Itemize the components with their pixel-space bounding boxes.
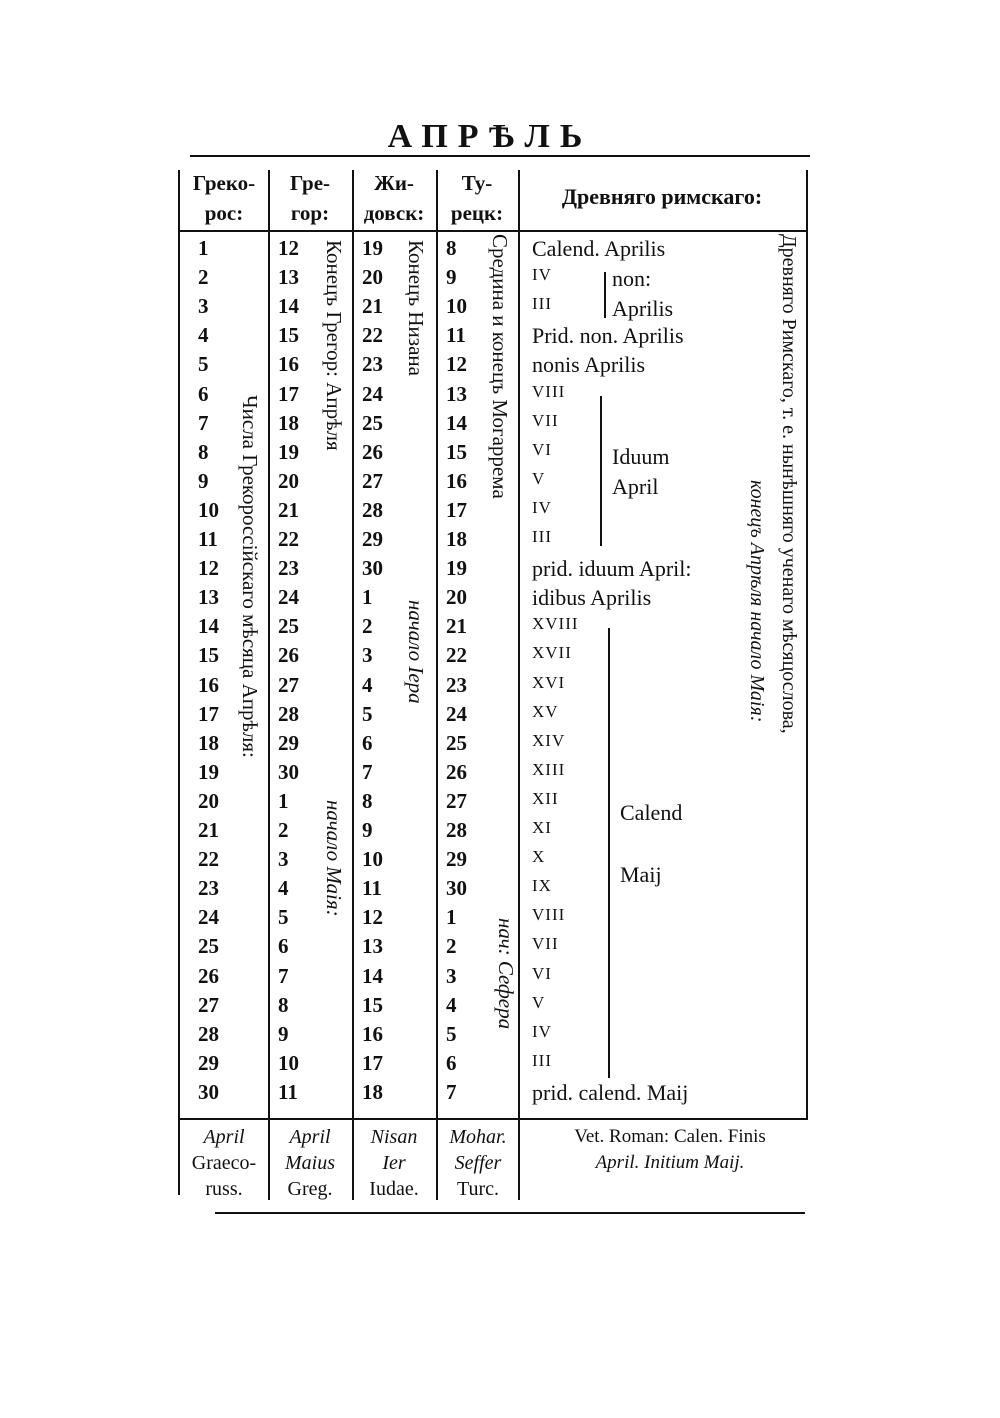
cell-gregor: 30 <box>278 759 299 784</box>
cell-roman: XIV <box>532 730 566 750</box>
cell-jewish: 13 <box>362 934 383 959</box>
cell-greco: 18 <box>198 730 219 755</box>
cell-gregor: 22 <box>278 527 299 551</box>
header-gregor-line1: Гре- <box>289 171 331 195</box>
footer-roman-line1: Vet. Roman: Calen. Finis <box>574 1126 766 1147</box>
cell-roman: V <box>532 468 546 488</box>
cell-greco: 29 <box>198 1050 219 1075</box>
cell-roman: idibus Aprilis <box>532 585 652 611</box>
vertical-roman-main: Древняго Римскаго, т. е. нынѣшняго ученаго мѣсяцослова, <box>778 234 800 734</box>
cell-roman: XII <box>532 788 559 808</box>
cell-gregor: 13 <box>278 265 299 290</box>
footer-turk-line3: Turc. <box>456 1178 500 1200</box>
roman-idus-label-2: April <box>612 474 659 499</box>
cell-greco: 11 <box>198 527 218 551</box>
cell-turk: 19 <box>446 556 467 581</box>
cell-roman: IV <box>532 265 552 285</box>
cell-gregor: 23 <box>278 556 299 581</box>
cell-gregor: 27 <box>278 672 299 697</box>
cell-jewish: 16 <box>362 1021 383 1046</box>
cell-turk: 1 <box>446 905 457 930</box>
cell-turk: 8 <box>446 236 457 260</box>
header-greco <box>182 168 266 228</box>
header-turk-line2: рецк: <box>450 201 504 225</box>
vertical-turk-start: нач: Сефера <box>494 918 518 1030</box>
cell-gregor: 17 <box>278 381 299 406</box>
cell-roman: V <box>532 992 546 1012</box>
top-rule <box>190 155 810 157</box>
cell-greco: 16 <box>198 672 219 697</box>
cell-turk: 26 <box>446 759 467 784</box>
cell-roman: VI <box>532 439 552 459</box>
cell-jewish: 2 <box>362 614 373 639</box>
footer-gregor <box>270 1124 350 1202</box>
cell-turk: 28 <box>446 818 467 842</box>
cell-turk: 24 <box>446 701 467 726</box>
cell-greco: 13 <box>198 585 219 610</box>
cell-jewish: 3 <box>362 643 373 668</box>
vertical-greco: Числа Грекороссійскаго мѣсяца Апрѣля: <box>238 395 262 758</box>
cell-roman: VII <box>532 934 559 954</box>
cell-jewish: 25 <box>362 410 383 435</box>
footer-turk-line1: Mohar. <box>449 1126 507 1148</box>
footer-roman <box>520 1124 820 1176</box>
cell-greco: 12 <box>198 556 219 581</box>
cell-greco: 26 <box>198 963 219 988</box>
cell-turk: 14 <box>446 410 467 435</box>
cell-gregor: 7 <box>278 963 289 988</box>
footer-roman-line2: April. Initium Maij. <box>595 1152 745 1173</box>
cell-jewish: 4 <box>362 672 373 697</box>
brace-calend <box>608 628 610 1078</box>
cell-turk: 30 <box>446 876 467 901</box>
cell-roman: IX <box>532 876 552 896</box>
cell-turk: 4 <box>446 992 457 1017</box>
cell-roman: Calend. Aprilis <box>532 236 666 261</box>
brace-idus <box>600 396 602 546</box>
cell-greco: 30 <box>198 1079 219 1104</box>
cell-gregor: 26 <box>278 643 299 668</box>
roman-idus-label-1: Iduum <box>612 444 670 469</box>
header-turk <box>438 168 516 228</box>
vertical-gregor-start: начало Маія: <box>322 800 346 917</box>
cell-jewish: 14 <box>362 963 383 988</box>
cell-turk: 13 <box>446 381 467 406</box>
cell-roman: VIII <box>532 381 566 401</box>
footer-greco-line3: russ. <box>205 1178 243 1200</box>
cell-gregor: 28 <box>278 701 299 726</box>
cell-greco: 10 <box>198 497 219 522</box>
right-border <box>806 170 808 1120</box>
left-border <box>178 170 180 1195</box>
cell-roman: XVIII <box>532 614 579 634</box>
cell-jewish: 21 <box>362 294 383 319</box>
cell-gregor: 4 <box>278 876 289 901</box>
cell-roman: IV <box>532 1021 552 1041</box>
cell-gregor: 18 <box>278 410 299 435</box>
cell-greco: 20 <box>198 788 219 813</box>
cell-jewish: 8 <box>362 788 373 813</box>
cell-jewish: 10 <box>362 847 383 872</box>
cell-turk: 11 <box>446 323 466 348</box>
cell-turk: 9 <box>446 265 457 290</box>
cell-turk: 27 <box>446 788 467 813</box>
cell-roman: X <box>532 847 546 867</box>
divider-3 <box>436 170 438 1200</box>
cell-jewish: 9 <box>362 818 373 842</box>
cell-roman: VI <box>532 963 552 983</box>
cell-turk: 10 <box>446 294 467 319</box>
divider-2 <box>352 170 354 1200</box>
cell-greco: 8 <box>198 439 209 464</box>
roman-calend-label-2: Maij <box>620 862 662 887</box>
cell-gregor: 1 <box>278 788 289 813</box>
cell-jewish: 29 <box>362 527 383 551</box>
vertical-jewish-end: Конецъ Низана <box>404 240 428 376</box>
cell-greco: 2 <box>198 265 209 290</box>
divider-4 <box>518 170 520 1200</box>
cell-greco: 1 <box>198 236 209 260</box>
footer-turk <box>438 1124 518 1202</box>
cell-jewish: 5 <box>362 701 373 726</box>
cell-greco: 7 <box>198 410 209 435</box>
cell-greco: 17 <box>198 701 219 726</box>
cell-gregor: 20 <box>278 468 299 493</box>
cell-greco: 4 <box>198 323 209 348</box>
cell-roman: VIII <box>532 905 566 925</box>
header-gregor-line2: гор: <box>290 201 330 225</box>
footer-greco <box>182 1124 266 1202</box>
cell-roman: III <box>532 527 552 546</box>
cell-greco: 22 <box>198 847 219 872</box>
cell-roman: IV <box>532 497 552 517</box>
cell-greco: 6 <box>198 381 209 406</box>
header-roman: Древняго римскаго: <box>561 184 763 209</box>
cell-gregor: 19 <box>278 439 299 464</box>
cell-gregor: 8 <box>278 992 289 1017</box>
cell-jewish: 7 <box>362 759 373 784</box>
cell-roman: Prid. non. Aprilis <box>532 323 684 349</box>
cell-roman: XVII <box>532 643 572 663</box>
cell-greco: 25 <box>198 934 219 959</box>
cell-jewish: 1 <box>362 585 373 610</box>
header-turk-line1: Ту- <box>461 171 493 195</box>
cell-jewish: 18 <box>362 1079 383 1104</box>
cell-turk: 18 <box>446 527 467 551</box>
brace-nonae <box>604 272 606 318</box>
cell-gregor: 29 <box>278 730 299 755</box>
cell-jewish: 20 <box>362 265 383 290</box>
cell-gregor: 12 <box>278 236 299 260</box>
cell-turk: 22 <box>446 643 467 668</box>
header-gregor <box>270 168 350 228</box>
cell-greco: 14 <box>198 614 219 639</box>
cell-gregor: 15 <box>278 323 299 348</box>
cell-greco: 27 <box>198 992 219 1017</box>
cell-turk: 17 <box>446 497 467 522</box>
page-title: АПРѢЛЬ <box>387 118 593 155</box>
cell-gregor: 9 <box>278 1021 289 1046</box>
cell-gregor: 25 <box>278 614 299 639</box>
header-greco-line1: Греко- <box>192 171 256 195</box>
cell-gregor: 3 <box>278 847 289 872</box>
cell-greco: 24 <box>198 905 219 930</box>
roman-nonae-label-2: Aprilis <box>612 296 674 321</box>
cell-greco: 28 <box>198 1021 219 1046</box>
cell-jewish: 15 <box>362 992 383 1017</box>
cell-turk: 12 <box>446 352 467 377</box>
cell-greco: 19 <box>198 759 219 784</box>
footer-jewish-line2: Ier <box>382 1152 406 1174</box>
cell-turk: 20 <box>446 585 467 610</box>
vertical-gregor-end: Конецъ Грегор: Апрѣля <box>322 240 346 451</box>
cell-gregor: 21 <box>278 497 299 522</box>
vertical-turk-end: Средина и конецъ Могарремa <box>488 234 512 499</box>
cell-turk: 29 <box>446 847 467 872</box>
footer-gregor-line1: April <box>289 1126 331 1148</box>
footer-jewish <box>354 1124 434 1202</box>
cell-greco: 3 <box>198 294 209 319</box>
cell-greco: 21 <box>198 818 219 842</box>
cell-roman: III <box>532 294 552 314</box>
cell-jewish: 23 <box>362 352 383 377</box>
footer-greco-line1: April <box>203 1126 245 1148</box>
cell-jewish: 28 <box>362 497 383 522</box>
cell-roman: prid. calend. Maij <box>532 1079 689 1105</box>
footer-jewish-line1: Nisan <box>370 1126 418 1148</box>
cell-turk: 7 <box>446 1079 457 1104</box>
vertical-roman-sub: конецъ Апрѣля начало Маія: <box>746 480 768 723</box>
cell-gregor: 6 <box>278 934 289 959</box>
cell-gregor: 10 <box>278 1050 299 1075</box>
cell-turk: 16 <box>446 468 467 493</box>
cell-jewish: 11 <box>362 876 382 901</box>
cell-turk: 23 <box>446 672 467 697</box>
cell-jewish: 12 <box>362 905 383 930</box>
cell-gregor: 5 <box>278 905 289 930</box>
header-jewish-line2: довск: <box>363 201 425 225</box>
footer-gregor-line2: Maius <box>285 1152 335 1174</box>
cell-gregor: 16 <box>278 352 299 377</box>
cell-greco: 15 <box>198 643 219 668</box>
divider-1 <box>268 170 270 1200</box>
roman-calend-label-1: Calend <box>620 800 683 825</box>
header-rule <box>178 230 808 232</box>
header-greco-line2: рос: <box>204 201 244 225</box>
cell-turk: 6 <box>446 1050 457 1075</box>
cell-gregor: 14 <box>278 294 299 319</box>
cell-turk: 2 <box>446 934 457 959</box>
header-jewish-line1: Жи- <box>374 171 414 195</box>
cell-turk: 3 <box>446 963 457 988</box>
cell-jewish: 17 <box>362 1050 383 1075</box>
cell-jewish: 27 <box>362 468 383 493</box>
cell-roman: XV <box>532 701 559 721</box>
cell-gregor: 24 <box>278 585 299 610</box>
cell-jewish: 6 <box>362 730 373 755</box>
cell-jewish: 30 <box>362 556 383 581</box>
cell-roman: XVI <box>532 672 566 692</box>
cell-roman: nonis Aprilis <box>532 352 646 378</box>
footer-greco-line2: Graeco- <box>191 1152 257 1174</box>
cell-roman: XIII <box>532 759 566 779</box>
cell-roman: VII <box>532 410 559 430</box>
cell-turk: 25 <box>446 730 467 755</box>
footer-rule <box>178 1118 808 1120</box>
bottom-rule <box>215 1212 805 1214</box>
cell-turk: 15 <box>446 439 467 464</box>
vertical-jewish-start: начало Іера <box>404 600 428 704</box>
cell-turk: 21 <box>446 614 467 639</box>
cell-greco: 23 <box>198 876 219 901</box>
cell-roman: XI <box>532 818 552 837</box>
header-jewish <box>354 168 434 228</box>
footer-turk-line2: Seffer <box>454 1152 502 1174</box>
roman-nonae-label-1: non: <box>612 266 652 291</box>
cell-turk: 5 <box>446 1021 457 1046</box>
cell-jewish: 19 <box>362 236 383 260</box>
cell-gregor: 11 <box>278 1079 298 1104</box>
cell-greco: 9 <box>198 468 209 493</box>
cell-jewish: 26 <box>362 439 383 464</box>
cell-gregor: 2 <box>278 818 289 842</box>
cell-jewish: 22 <box>362 323 383 348</box>
footer-jewish-line3: Iudae. <box>369 1178 419 1200</box>
cell-greco: 5 <box>198 352 209 377</box>
footer-gregor-line3: Greg. <box>287 1178 333 1200</box>
cell-roman: prid. iduum April: <box>532 556 692 582</box>
cell-roman: III <box>532 1050 552 1070</box>
cell-jewish: 24 <box>362 381 383 406</box>
